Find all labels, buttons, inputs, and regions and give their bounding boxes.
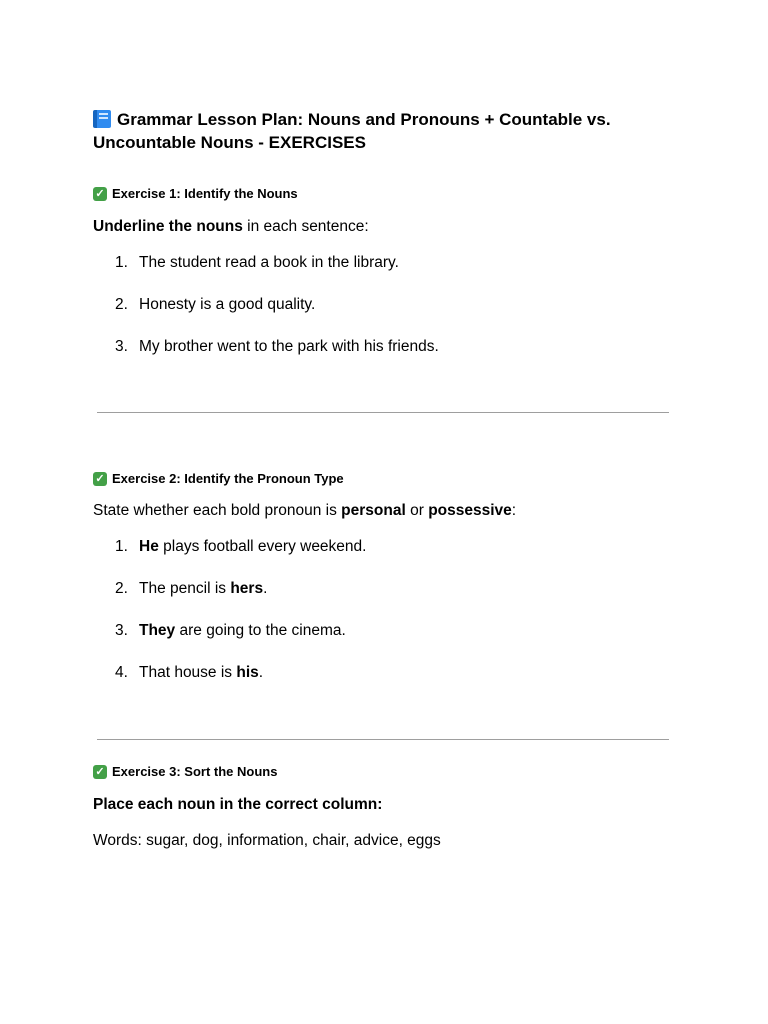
instruction-rest: in each sentence: (242, 218, 369, 235)
exercise-1-heading-text: Exercise 1: Identify the Nouns (112, 186, 298, 201)
list-item: 3. They are going to the cinema. (115, 622, 346, 639)
exercise-3-heading-text: Exercise 3: Sort the Nouns (112, 764, 278, 779)
exercise-1-instruction (93, 217, 369, 237)
exercise-2-instruction: State whether each bold pronoun is personal or possessive: (93, 502, 517, 519)
exercise-3-instruction: Place each noun in the correct column: (93, 796, 383, 813)
list-item: 2. The pencil is hers. (115, 580, 268, 597)
title-text: Grammar Lesson Plan: Nouns and Pronouns + Countable vs. Uncountable Nouns - EXERCISES (93, 110, 611, 152)
check-icon: ✓ (93, 765, 107, 779)
exercise-2-list (93, 537, 693, 683)
exercise-3-heading (93, 764, 277, 780)
list-item: 3. My brother went to the park with his friends. (115, 338, 439, 355)
check-icon: ✓ (93, 472, 107, 486)
exercise-2-heading (93, 471, 344, 487)
exercise-1-heading (93, 186, 298, 202)
list-item: 1. He plays football every weekend. (115, 538, 367, 555)
list-item: 4. That house is his. (115, 664, 264, 681)
instruction-bold: Underline the nouns (93, 218, 243, 235)
exercise-2-heading-text: Exercise 2: Identify the Pronoun Type (112, 471, 344, 486)
section-divider (97, 739, 669, 740)
list-item: 2. Honesty is a good quality. (115, 296, 316, 313)
section-divider (97, 412, 669, 413)
list-item: 1. The student read a book in the library. (115, 254, 399, 271)
check-icon: ✓ (93, 187, 107, 201)
document-title (93, 108, 683, 154)
book-icon (93, 110, 111, 128)
exercise-1-list (93, 253, 693, 357)
exercise-3-words: Words: sugar, dog, information, chair, advice, eggs (93, 832, 441, 849)
